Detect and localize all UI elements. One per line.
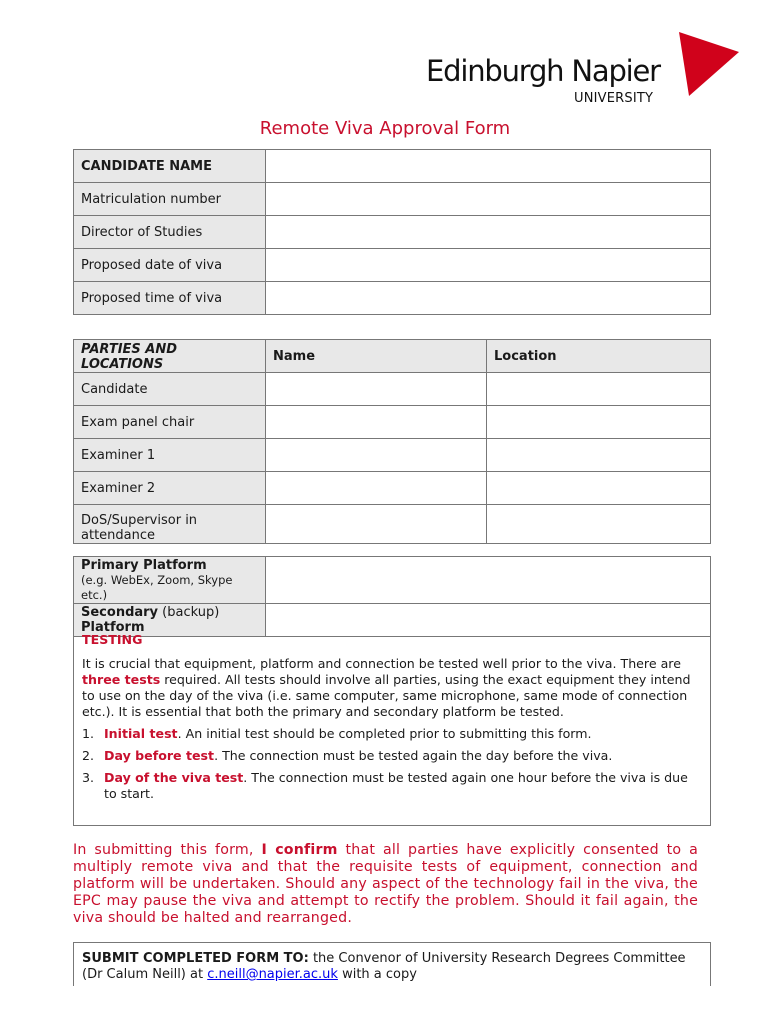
confirmation-paragraph	[73, 842, 698, 927]
director-of-studies-field[interactable]	[266, 216, 711, 249]
party-name-field[interactable]	[266, 373, 487, 406]
party-location-field[interactable]	[487, 472, 711, 505]
party-name-field[interactable]	[266, 505, 487, 544]
table-row	[74, 472, 711, 505]
party-location-field[interactable]	[487, 406, 711, 439]
table-row	[74, 373, 711, 406]
table-header-row	[74, 340, 711, 373]
primary-platform-field[interactable]	[266, 557, 711, 604]
test-description: . An initial test should be completed prior to submitting this form.	[177, 726, 592, 741]
submit-text: the Convenor of University Research Degrees Committee (Dr Calum Neill) at	[82, 951, 686, 982]
table-row	[74, 557, 711, 604]
test-name: Day before test	[104, 748, 215, 763]
test-description: . The connection must be tested again one hour before the viva is due to start.	[104, 770, 688, 801]
party-location-field[interactable]	[487, 373, 711, 406]
party-name-field[interactable]	[266, 439, 487, 472]
party-location-field[interactable]	[487, 439, 711, 472]
secondary-platform-bold: Secondary	[81, 605, 159, 620]
party-name-field[interactable]	[266, 472, 487, 505]
table-row	[74, 406, 711, 439]
table-row	[74, 439, 711, 472]
logo-name: Edinburgh Napier	[426, 54, 660, 88]
party-location-field[interactable]	[487, 505, 711, 544]
party-label: Examiner 1	[74, 439, 266, 472]
test-name: Day of the viva test	[104, 770, 244, 785]
list-item	[82, 770, 702, 802]
testing-text: required. All tests should involve all parties, using the exact equipment they intend to use on the day of the viva (i.e. same computer, same microphone, same mode of connection etc.). It is essential that both the primary and secondary platform be tested.	[82, 672, 691, 719]
party-name-field[interactable]	[266, 406, 487, 439]
parties-table	[73, 339, 711, 544]
submit-instructions	[73, 942, 711, 986]
primary-platform-example: (e.g. WebEx, Zoom, Skype etc.)	[81, 573, 233, 602]
primary-platform-title: Primary Platform	[81, 558, 207, 573]
three-tests-emphasis: three tests	[82, 672, 161, 687]
university-logo	[420, 30, 750, 110]
test-name: Initial test	[104, 726, 178, 741]
list-text	[104, 726, 592, 742]
matriculation-label: Matriculation number	[74, 183, 266, 216]
page-title: Remote Viva Approval Form	[259, 118, 511, 139]
list-number: 3.	[82, 770, 95, 785]
logo-flag-icon	[665, 30, 740, 100]
confirm-text: that all parties have explicitly consented to a multiply remote viva and that the requisite tests of equipment, connection and platform will be undertaken. Should any aspect of the technology fail in the viva, the EPC may pause the viva and attempt to rectify the problem. Should it fail again, the viva should be halted and rearranged.	[73, 842, 698, 926]
primary-platform-label	[74, 557, 266, 604]
list-item	[82, 748, 702, 764]
testing-title: TESTING	[82, 632, 143, 647]
table-row	[74, 183, 711, 216]
table-row	[74, 505, 711, 544]
name-column-header: Name	[266, 340, 487, 373]
submit-heading: SUBMIT COMPLETED FORM TO:	[82, 951, 309, 966]
party-label: Examiner 2	[74, 472, 266, 505]
testing-text: It is crucial that equipment, platform and connection be tested well prior to the viva. There are	[82, 656, 681, 671]
matriculation-field[interactable]	[266, 183, 711, 216]
proposed-date-field[interactable]	[266, 249, 711, 282]
candidate-name-field[interactable]	[266, 150, 711, 183]
party-label: DoS/Supervisor in attendance	[74, 505, 266, 544]
secondary-platform-backup: (backup)	[158, 605, 220, 620]
parties-header: PARTIES AND LOCATIONS	[74, 340, 266, 373]
testing-section	[73, 624, 711, 826]
proposed-time-label: Proposed time of viva	[74, 282, 266, 315]
director-of-studies-label: Director of Studies	[74, 216, 266, 249]
table-row	[74, 216, 711, 249]
logo-university: UNIVERSITY	[574, 91, 654, 106]
proposed-time-field[interactable]	[266, 282, 711, 315]
party-label: Candidate	[74, 373, 266, 406]
confirm-emphasis: I confirm	[261, 842, 338, 858]
list-text	[104, 770, 702, 802]
confirm-text: In submitting this form,	[73, 842, 262, 858]
candidate-name-label: CANDIDATE NAME	[74, 150, 266, 183]
list-text	[104, 748, 612, 764]
candidate-table	[73, 149, 711, 315]
table-row	[74, 249, 711, 282]
table-row	[74, 150, 711, 183]
secondary-platform-line2: Platform	[81, 620, 145, 635]
test-description: . The connection must be tested again the day before the viva.	[214, 748, 613, 763]
email-link[interactable]: c.neill@napier.ac.uk	[207, 967, 338, 982]
party-label: Exam panel chair	[74, 406, 266, 439]
proposed-date-label: Proposed date of viva	[74, 249, 266, 282]
testing-paragraph	[82, 656, 702, 720]
location-column-header: Location	[487, 340, 711, 373]
submit-text: with a copy	[337, 967, 417, 982]
list-number: 1.	[82, 726, 95, 741]
list-number: 2.	[82, 748, 95, 763]
table-row	[74, 282, 711, 315]
list-item	[82, 726, 702, 742]
